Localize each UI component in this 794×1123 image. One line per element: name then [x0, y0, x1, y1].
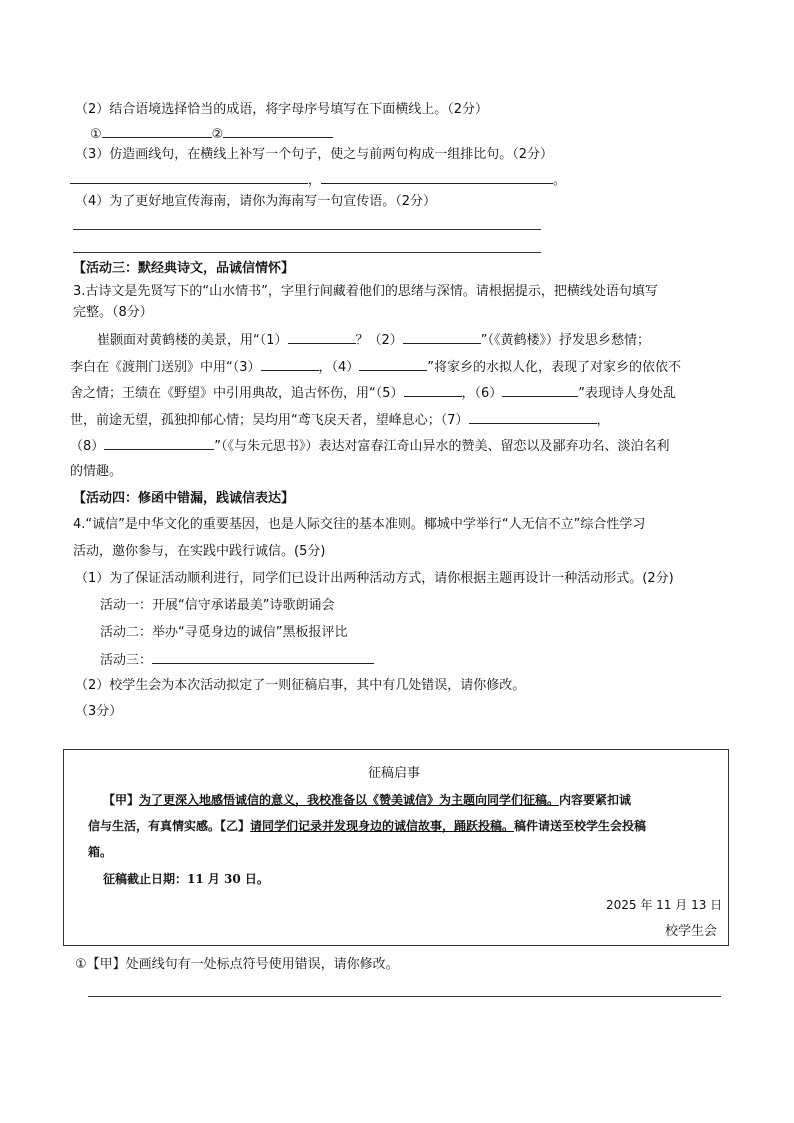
poem-line-1 [97, 330, 650, 350]
q2-blank-2[interactable] [223, 124, 333, 138]
notice-text: 信与生活，有真情实感。 [88, 819, 221, 833]
q3-comma: ， [308, 173, 322, 188]
q2-mark-2: ② [211, 127, 224, 142]
notice-title: 征稿启事 [368, 766, 421, 781]
activity4-intro-2: 活动，邀你参与，在实践中践行诚信。(5分) [73, 544, 326, 559]
notice-yi-tag: 【乙】 [220, 819, 251, 833]
poem-text: ”（《黄鹤楼》）抒发思乡愁情； [480, 333, 651, 348]
poem-text: 李白在《渡荆门送别》中用“（3） [70, 360, 261, 375]
poem-blank-8[interactable] [104, 436, 214, 450]
poem-text: ？（2） [355, 333, 403, 348]
poem-line-3 [70, 383, 676, 403]
notice-date: 2025 年 11 月 13 日 [606, 898, 723, 912]
poem-line-2 [70, 357, 681, 377]
notice-text: 稿件请送至校学生会投稿 [514, 819, 647, 833]
poem-blank-5[interactable] [404, 383, 462, 397]
notice-text: 内容要紧扣诚 [559, 793, 632, 807]
poem-blank-2[interactable] [403, 330, 481, 344]
notice-line-2 [88, 817, 646, 835]
q2-blank-1[interactable] [102, 124, 212, 138]
poem-text: ，（4） [318, 360, 360, 375]
poem-text: ”（《与朱元思书》）表达对富春江奇山异水的赞美、留恋以及鄙弃功名、淡泊名利 [214, 439, 670, 454]
final-question-prompt: ①【甲】处画线句有一处标点符号使用错误，请你修改。 [75, 957, 399, 972]
activity-2: 活动二：举办“寻觅身边的诚信”黑板报评比 [100, 625, 348, 640]
poem-line-6: 的情趣。 [70, 464, 123, 479]
q2-prompt: （2）结合语境选择恰当的成语，将字母序号填写在下面横线上。（2分） [75, 102, 489, 117]
final-answer-line[interactable] [88, 996, 721, 997]
activity4-heading: 【活动四：修函中错漏，践诚信表达】 [73, 491, 295, 506]
activity4-sub2: （2）校学生会为本次活动拟定了一则征稿启事，其中有几处错误，请你修改。 [75, 678, 526, 693]
q3-prompt: （3）仿造画线句，在横线上补写一个句子，使之与前两句构成一组排比句。（2分） [75, 147, 554, 162]
activity-3-label: 活动三： [100, 653, 153, 668]
q4-prompt: （4）为了更好地宣传海南，请你为海南写一句宣传语。（2分） [75, 194, 437, 209]
q3-period: 。 [553, 173, 567, 188]
q2-mark-1: ① [90, 127, 102, 142]
activity-3-blank[interactable] [152, 650, 374, 664]
activity3-intro-1: 3.古诗文是先贤写下的“山水情书”，字里行间藏着他们的思绪与深情。请根据提示，把横线处语句填写 [73, 284, 658, 299]
poem-text: ， [596, 413, 610, 428]
activity3-heading: 【活动三：默经典诗文，品诚信情怀】 [73, 261, 295, 276]
poem-line-4 [70, 410, 610, 430]
poem-text: （8） [70, 439, 105, 454]
activity4-intro-1: 4.“诚信”是中华文化的重要基因，也是人际交往的基本准则。椰城中学举行“人无信不立”综合性学习 [73, 517, 646, 532]
poem-text: 崔颢面对黄鹤楼的美景，用“（1） [97, 333, 288, 348]
notice-yi-sentence: 请同学们记录并发现身边的诚信故事，踊跃投稿。 [250, 819, 515, 833]
poem-blank-1[interactable] [288, 330, 356, 344]
notice-line-1 [103, 791, 631, 809]
notice-jia-sentence: 为了更深入地感悟诚信的意义，我校准备以《赞美诚信》为主题向同学们征稿。 [139, 793, 560, 807]
poem-text: 世，前途无望，孤独抑郁心情；吴均用“鸢飞戾天者，望峰息心；（7） [70, 413, 469, 428]
activity3-intro-2: 完整。（8分） [73, 305, 153, 320]
activity4-sub2-score: （3分） [75, 704, 123, 719]
poem-text: 舍之情；王绩在《野望》中引用典故，追古怀伤，用“（5） [70, 386, 404, 401]
q2-answer-line [90, 124, 333, 144]
q3-blank-2[interactable] [321, 170, 553, 184]
activity-1: 活动一：开展“信守承诺最美”诗歌朗诵会 [100, 598, 335, 613]
activity4-sub1: （1）为了保证活动顺利进行，同学们已设计出两种活动方式，请你根据主题再设计一种活动形式。(2分) [75, 571, 674, 586]
poem-blank-4[interactable] [359, 357, 427, 371]
poem-text: ，（6） [461, 386, 503, 401]
notice-signer: 校学生会 [665, 924, 718, 939]
poem-blank-3[interactable] [261, 357, 319, 371]
q3-blank-1[interactable] [70, 170, 308, 184]
poem-line-5 [70, 436, 670, 456]
activity-3 [100, 650, 374, 670]
q4-answer-line-2[interactable] [73, 252, 541, 253]
poem-text: ”表现诗人身处乱 [578, 386, 677, 401]
notice-line-3: 箱。 [88, 845, 113, 859]
notice-jia-tag: 【甲】 [103, 793, 140, 807]
poem-blank-7[interactable] [469, 410, 597, 424]
notice-deadline: 征稿截止日期：11 月 30 日。 [103, 872, 269, 886]
q4-answer-line-1[interactable] [73, 229, 541, 230]
poem-text: ”将家乡的水拟人化，表现了对家乡的依依不 [427, 360, 682, 375]
q3-answer-line [70, 170, 566, 190]
poem-blank-6[interactable] [502, 383, 578, 397]
